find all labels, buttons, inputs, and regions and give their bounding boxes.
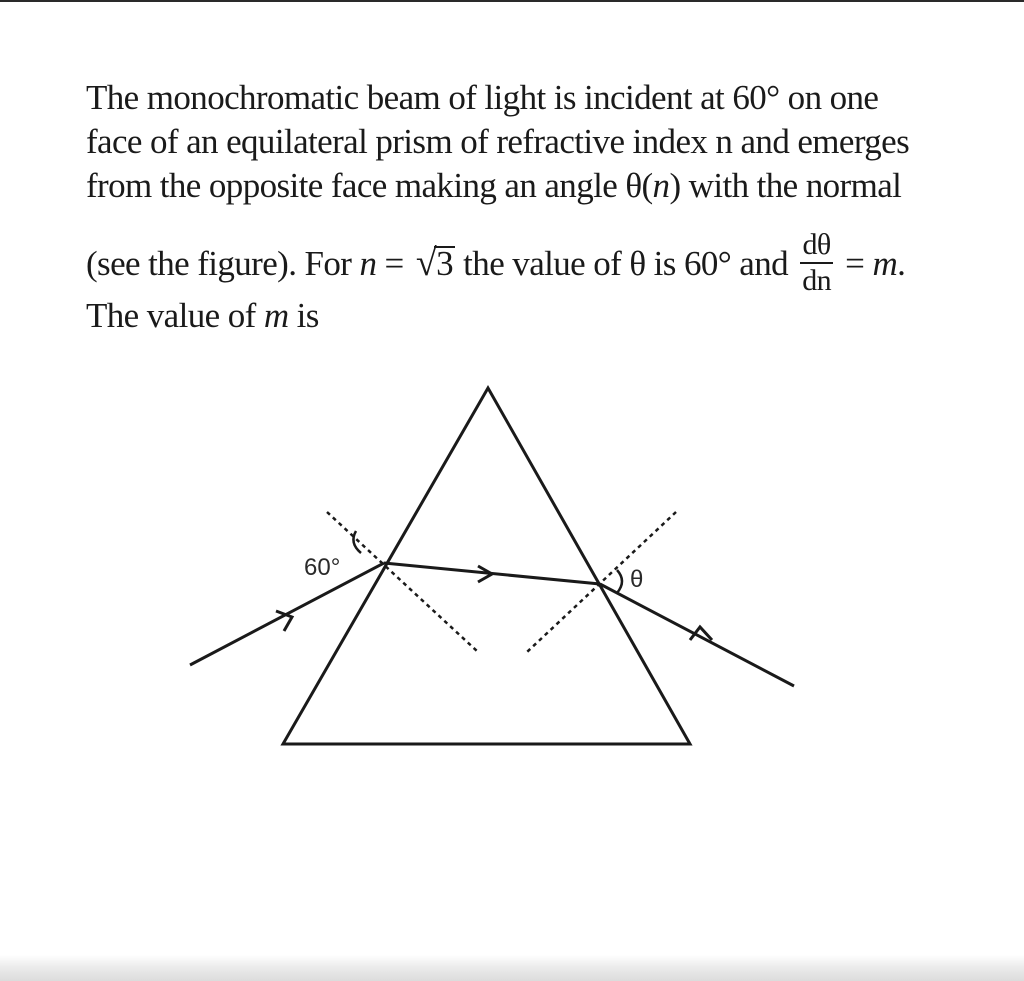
- variable-n: n: [652, 166, 670, 205]
- question-line-2: face of an equilateral prism of refractive index n and emerges: [86, 122, 910, 161]
- fraction-denominator: dn: [802, 264, 831, 297]
- question-line-1: The monochromatic beam of light is incident at 60° on one: [86, 78, 879, 117]
- emergent-angle-label: θ: [630, 566, 644, 593]
- incident-angle-arc: [353, 531, 361, 553]
- normal-right-face: [527, 512, 676, 652]
- variable-m: m: [872, 244, 898, 284]
- equals-sign: =: [837, 244, 873, 284]
- line3-text-b: ) with the normal: [669, 166, 902, 205]
- variable-m: m: [263, 296, 289, 335]
- emergent-angle-arc: [617, 570, 622, 593]
- equilateral-prism: [283, 388, 690, 744]
- line5-text-a: The value of: [86, 296, 264, 335]
- incident-angle-label: 60°: [304, 554, 341, 581]
- line4-text-b: the value of θ is 60° and: [455, 244, 797, 284]
- radicand: 3: [436, 244, 454, 284]
- variable-n: n: [359, 244, 377, 284]
- radical-sign-icon: √: [415, 242, 437, 285]
- equals-sign: =: [376, 244, 412, 284]
- line3-text-a: from the opposite face making an angle θ(: [86, 166, 653, 205]
- fraction-numerator: dθ: [802, 228, 831, 261]
- bottom-shadow: [0, 955, 1024, 981]
- line5-text-b: is: [288, 296, 319, 335]
- line4-text-a: (see the figure). For: [86, 244, 360, 284]
- period: .: [897, 244, 906, 284]
